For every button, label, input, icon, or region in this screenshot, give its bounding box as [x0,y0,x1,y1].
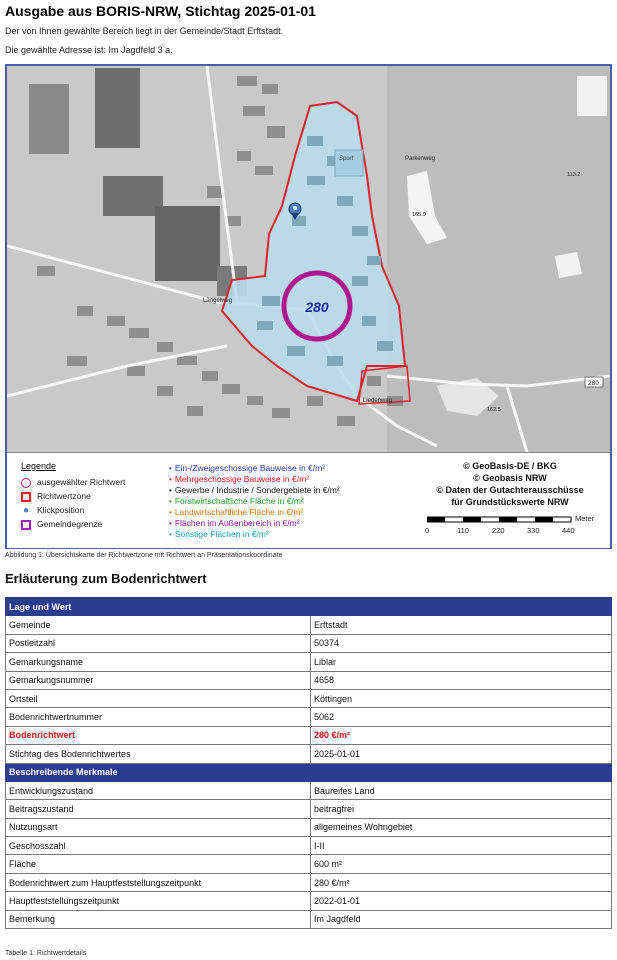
row-label: Hauptfeststellungszeitpunkt [6,892,311,910]
label-road-280: 280 [588,380,599,387]
row-label: Gemarkungsnummer [6,671,311,689]
table-caption: Tabelle 1: Richtwertdetails [5,950,87,957]
table-row [6,910,612,928]
row-value: allgemeines Wohngebiet [311,818,612,836]
legend-usage-6: • Flächen im Außenbereich in €/m² [169,518,300,528]
row-value: 600 m² [311,855,612,873]
municipality-line: Der von Ihnen gewählte Bereich liegt in der Gemeinde/Stadt Erftstadt. [5,26,284,36]
table-row [6,689,612,707]
sport-field [335,150,363,176]
table-row [6,634,612,652]
red-square-icon [21,492,31,502]
figure-caption: Abbildung 1: Übersichtskarte der Richtwertzone mit Richtwert an Präsentationskoordinate [5,552,283,559]
table-row [6,873,612,891]
table-row [6,892,612,910]
row-value: Liblar [311,653,612,671]
row-label: Geschosszahl [6,837,311,855]
table-row [6,800,612,818]
row-label: Beitragszustand [6,800,311,818]
row-label: Gemarkungsname [6,653,311,671]
row-value: 2022-01-01 [311,892,612,910]
row-value: Erftstadt [311,616,612,634]
address-line: Die gewählte Adresse ist: Im Jagdfeld 3 a. [5,45,173,55]
section-title: Erläuterung zum Bodenrichtwert [5,571,207,586]
legend-usage-3: • Gewerbe / Industrie / Sondergebiete in €/m² [169,485,340,495]
section-label: Lage und Wert [6,598,612,616]
table-row [6,855,612,873]
label-height-1: 113.2 [567,172,581,178]
legend-item-boundary: Gemeindegrenze [21,519,102,530]
row-label: Stichtag des Bodenrichtwertes [6,745,311,763]
row-value: 5062 [311,708,612,726]
row-label: Fläche [6,855,311,873]
legend-item-selected: ausgewählter Richtwert [21,477,125,488]
table-row [6,671,612,689]
table-section-header [6,598,612,616]
report-title: Ausgabe aus BORIS-NRW, Stichtag 2025-01-01 [5,3,316,19]
table-row [6,837,612,855]
label-height-3: 162.5 [487,407,501,413]
row-label: Bodenrichtwert zum Hauptfeststellungszeitpunkt [6,873,311,891]
copyright-2: © Geobasis NRW [473,473,547,483]
industrial-building [103,176,163,216]
row-label: Nutzungsart [6,818,311,836]
scale-tick-0: 0 [425,526,430,535]
zone-value-label: 280 [305,299,329,315]
table-row [6,616,612,634]
industrial-building [95,68,140,148]
scale-tick-1: 110 [457,526,469,535]
row-value: 2025-01-01 [311,745,612,763]
map-canvas[interactable] [7,66,610,452]
section-label: Beschreibende Merkmale [6,763,612,781]
row-label: Bodenrichtwertnummer [6,708,311,726]
copyright-4: für Grundstückswerte NRW [451,497,569,507]
overview-map[interactable] [5,64,612,549]
row-value: Im Jagdfeld [311,910,612,928]
legend-usage-4: • Forstwirtschaftliche Fläche in €/m² [169,496,304,506]
scale-unit: Meter [575,514,595,523]
table-row [6,818,612,836]
row-label: Bodenrichtwert [6,726,311,744]
copyright-3: © Daten der Gutachterausschüsse [436,485,584,495]
row-label: Bemerkung [6,910,311,928]
row-value: 280 €/m² [311,726,612,744]
legend-usage-7: • Sonstige Flächen in €/m² [169,529,269,539]
scale-bar [427,515,577,525]
scale-tick-4: 440 [562,526,575,535]
label-height-2: 165.9 [412,212,426,218]
row-label: Entwicklungszustand [6,781,311,799]
industrial-building [29,84,69,154]
row-label: Ortsteil [6,689,311,707]
scale-tick-2: 220 [492,526,505,535]
copyright-1: © GeoBasis-DE / BKG [463,461,557,471]
label-liedenweg: Liedenweg [363,398,393,404]
row-value: Köttingen [311,689,612,707]
legend-item-zone: Richtwertzone [21,491,91,502]
table-row [6,781,612,799]
legend-title: Legende [21,461,57,471]
table-row [6,708,612,726]
row-label: Postleitzahl [6,634,311,652]
clearing [577,76,607,116]
legend-usage-2: • Mehrgeschossige Bauweise in €/m² [169,474,309,484]
legend-item-click: ● Klickposition [22,504,85,516]
row-value: 50374 [311,634,612,652]
label-sport: Sport [339,156,354,162]
row-label: Gemeinde [6,616,311,634]
ring-icon [21,478,31,488]
purple-square-icon [21,520,31,530]
legend-usage-5: • Landwirtschaftliche Fläche in €/m² [169,507,304,517]
details-table [5,597,612,929]
row-value: Baureifes Land [311,781,612,799]
row-value: 280 €/m² [311,873,612,891]
row-value: 4658 [311,671,612,689]
row-value: I-II [311,837,612,855]
scale-tick-3: 330 [527,526,540,535]
label-langelweg: Längelweg [203,298,233,304]
table-row [6,653,612,671]
table-section-header [6,763,612,781]
pin-icon: ● [22,504,30,516]
table-row [6,726,612,744]
legend-usage-1: • Ein-/Zweigeschossige Bauweise in €/m² [169,463,326,473]
row-value: beitragfrei [311,800,612,818]
label-parkhaus: Parkenweg [405,156,436,162]
table-row [6,745,612,763]
map-legend [7,452,610,548]
industrial-building [155,206,220,281]
